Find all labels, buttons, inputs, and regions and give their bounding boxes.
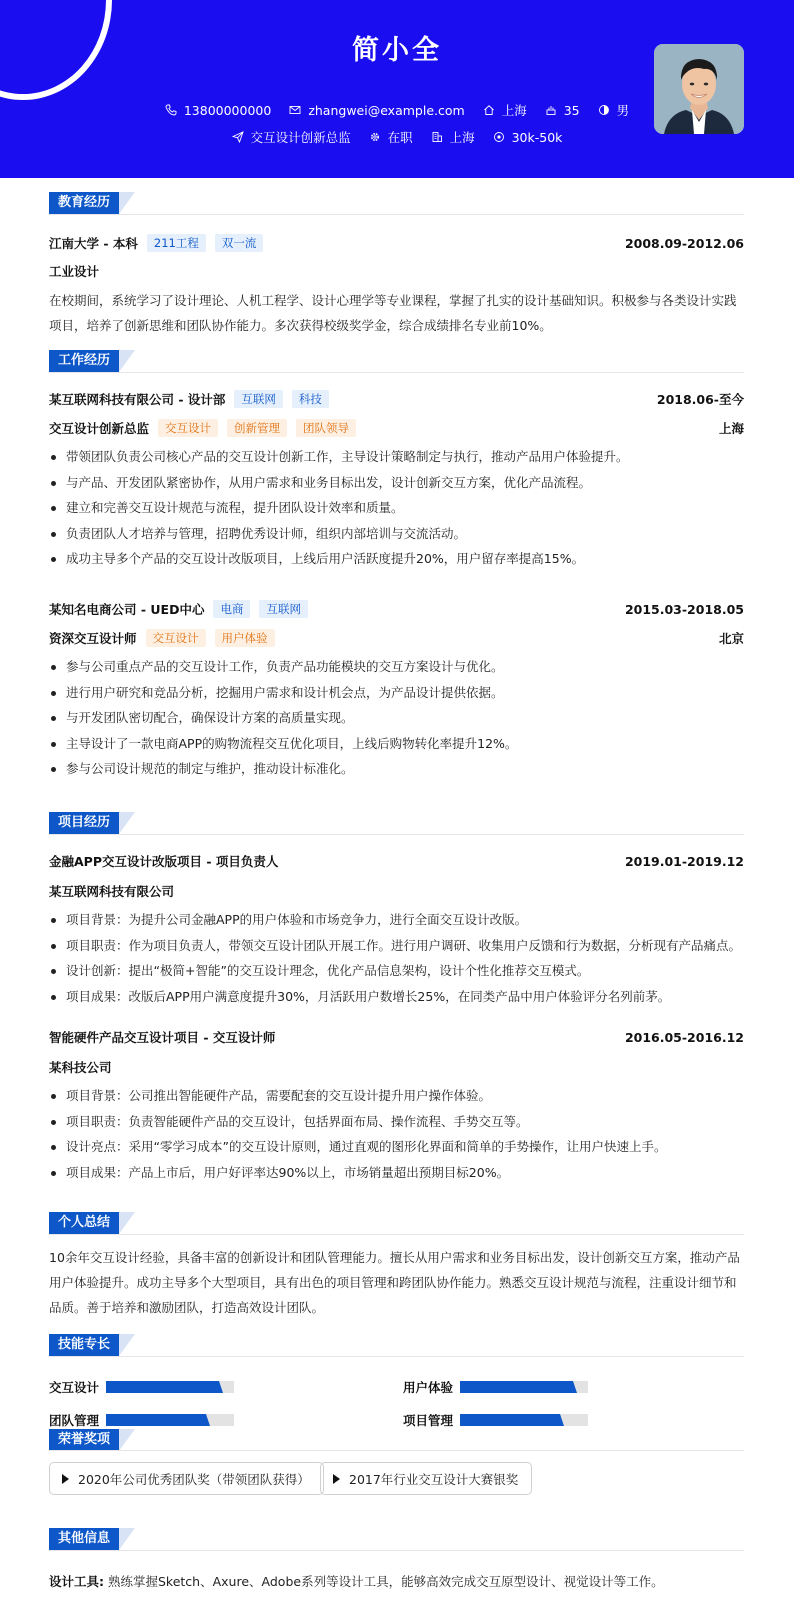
location-item bbox=[483, 101, 527, 119]
email-item bbox=[289, 103, 464, 118]
list-item: 参与公司重点产品的交互设计工作，负责产品功能模块的交互方案设计与优化。 bbox=[49, 654, 744, 680]
list-item: 建立和完善交互设计规范与流程，提升团队设计效率和质量。 bbox=[49, 495, 744, 521]
section-education bbox=[49, 192, 119, 214]
skill-bar-fill bbox=[460, 1381, 573, 1393]
project-org-row bbox=[49, 1058, 744, 1076]
work-role-row bbox=[49, 629, 744, 647]
triangle-icon bbox=[62, 1474, 69, 1484]
school-name: 江南大学 - 本科 bbox=[49, 236, 138, 251]
section-skills bbox=[49, 1334, 119, 1356]
skill-bar-fill bbox=[106, 1381, 219, 1393]
section-divider bbox=[49, 372, 744, 373]
skill-bar bbox=[460, 1381, 588, 1393]
mail-icon bbox=[289, 104, 301, 116]
list-item: 项目成果：改版后APP用户满意度提升30%，月活跃用户数增长25%，在同类产品中用户体验评分名列前茅。 bbox=[49, 984, 744, 1010]
project-org: 某科技公司 bbox=[49, 1060, 112, 1075]
list-item: 主导设计了一款电商APP的购物流程交互优化项目，上线后购物转化率提升12%。 bbox=[49, 731, 744, 757]
other-info-label: 设计工具: bbox=[49, 1574, 104, 1589]
city-item bbox=[431, 128, 475, 146]
list-item: 成功主导多个产品的交互设计改版项目，上线后用户活跃度提升20%，用户留存率提高15%。 bbox=[49, 546, 744, 572]
project-org-row bbox=[49, 882, 744, 900]
list-item: 进行用户研究和竞品分析，挖掘用户需求和设计机会点，为产品设计提供依据。 bbox=[49, 680, 744, 706]
resume-header bbox=[0, 0, 794, 178]
award-item bbox=[320, 1462, 532, 1495]
status-text: 在职 bbox=[387, 130, 413, 145]
portrait-illustration bbox=[654, 44, 744, 134]
company-name: 某知名电商公司 - UED中心 bbox=[49, 602, 205, 617]
list-item: 项目成果：产品上市后，用户好评率达90%以上，市场销量超出预期目标20%。 bbox=[49, 1160, 744, 1186]
skill-label: 交互设计 bbox=[49, 1380, 100, 1395]
work-date: 2015.03-2018.05 bbox=[624, 601, 744, 617]
skill-bar bbox=[460, 1414, 588, 1426]
role-tag: 团队领导 bbox=[296, 419, 356, 437]
avatar bbox=[654, 44, 744, 134]
school-tag: 双一流 bbox=[215, 234, 264, 252]
skill-bar-fill bbox=[460, 1414, 560, 1426]
work-bullets bbox=[49, 654, 744, 782]
skill-label: 团队管理 bbox=[49, 1413, 100, 1428]
other-info-text: 熟练掌握Sketch、Axure、Adobe系列等设计工具，能够高效完成交互原型设计、视觉设计等工作。 bbox=[107, 1574, 664, 1589]
project-title-row bbox=[49, 1028, 744, 1046]
list-item: 设计亮点：采用“零学习成本”的交互设计原则，通过直观的图形化界面和简单的手势操作，让用户快速上手。 bbox=[49, 1134, 744, 1160]
list-item: 负责团队人才培养与管理，招聘优秀设计师，组织内部培训与交流活动。 bbox=[49, 521, 744, 547]
school-tag: 211工程 bbox=[147, 234, 206, 252]
send-icon bbox=[232, 131, 244, 143]
section-awards bbox=[49, 1429, 119, 1451]
role-tag: 用户体验 bbox=[215, 629, 275, 647]
section-projects-title: 项目经历 bbox=[49, 812, 119, 834]
gender-text: 男 bbox=[616, 103, 630, 118]
section-summary-title: 个人总结 bbox=[49, 1212, 119, 1234]
other-info bbox=[49, 1569, 744, 1594]
company-tag: 互联网 bbox=[234, 390, 283, 408]
section-divider bbox=[49, 1550, 744, 1551]
company-tag: 科技 bbox=[292, 390, 329, 408]
gender-item bbox=[598, 101, 630, 119]
work-role-row bbox=[49, 419, 744, 437]
project-title: 金融APP交互设计改版项目 - 项目负责人 bbox=[49, 854, 279, 869]
section-divider bbox=[49, 1234, 744, 1235]
skill-item bbox=[403, 1378, 588, 1396]
project-title: 智能硬件产品交互设计项目 - 交互设计师 bbox=[49, 1030, 276, 1045]
section-divider bbox=[49, 1356, 744, 1357]
education-header bbox=[49, 234, 744, 252]
work-city: 北京 bbox=[718, 631, 744, 646]
skill-label: 用户体验 bbox=[403, 1380, 454, 1395]
list-item: 设计创新：提出“极简+智能”的交互设计理念，优化产品信息架构，设计个性化推荐交互模式。 bbox=[49, 958, 744, 984]
list-item: 与产品、开发团队紧密协作，从用户需求和业务目标出发，设计创新交互方案，优化产品流程。 bbox=[49, 470, 744, 496]
coin-icon bbox=[493, 131, 505, 143]
section-projects bbox=[49, 812, 119, 834]
project-date: 2016.05-2016.12 bbox=[624, 1029, 744, 1045]
project-org: 某互联网科技有限公司 bbox=[49, 884, 175, 899]
building-icon bbox=[431, 131, 443, 143]
education-description: 在校期间，系统学习了设计理论、人机工程学、设计心理学等专业课程，掌握了扎实的设计基础知识。积极参与各类设计实践项目，培养了创新思维和团队协作能力。多次获得校级奖学金，综合成绩排名专业前10%。 bbox=[49, 293, 737, 333]
status-item bbox=[369, 128, 413, 146]
home-icon bbox=[483, 104, 495, 116]
phone-text: 13800000000 bbox=[183, 102, 272, 118]
section-divider bbox=[49, 834, 744, 835]
work-company-row bbox=[49, 600, 744, 618]
list-item: 项目背景：为提升公司金融APP的用户体验和市场竞争力，进行全面交互设计改版。 bbox=[49, 907, 744, 933]
project-bullets bbox=[49, 1083, 744, 1185]
award-text: 2017年行业交互设计大赛银奖 bbox=[349, 1471, 519, 1487]
major: 工业设计 bbox=[49, 264, 100, 279]
phone-item bbox=[165, 103, 271, 118]
education-major-row bbox=[49, 262, 744, 280]
work-city: 上海 bbox=[718, 421, 744, 436]
company-tag: 互联网 bbox=[259, 600, 308, 618]
skill-item bbox=[49, 1378, 234, 1396]
role-tag: 交互设计 bbox=[146, 629, 206, 647]
work-date: 2018.06-至今 bbox=[656, 392, 744, 407]
project-bullets bbox=[49, 907, 744, 1009]
section-other bbox=[49, 1528, 119, 1550]
skill-bar-fill bbox=[106, 1414, 206, 1426]
cake-icon bbox=[545, 104, 557, 116]
project-date: 2019.01-2019.12 bbox=[624, 853, 744, 869]
company-tag: 电商 bbox=[213, 600, 250, 618]
age-text: 35 bbox=[563, 102, 580, 118]
work-company-row bbox=[49, 390, 744, 408]
list-item: 参与公司设计规范的制定与维护，推动设计标准化。 bbox=[49, 756, 744, 782]
education-date: 2008.09-2012.06 bbox=[624, 235, 744, 251]
city-text: 上海 bbox=[449, 130, 475, 145]
section-work-title: 工作经历 bbox=[49, 350, 119, 372]
project-title-row bbox=[49, 852, 744, 870]
section-awards-title: 荣誉奖项 bbox=[49, 1429, 119, 1451]
role-tag: 创新管理 bbox=[227, 419, 287, 437]
list-item: 项目职责：负责智能硬件产品的交互设计，包括界面布局、操作流程、手势交互等。 bbox=[49, 1109, 744, 1135]
company-name: 某互联网科技有限公司 - 设计部 bbox=[49, 392, 226, 407]
salary-text: 30k-50k bbox=[511, 129, 563, 145]
skill-bar bbox=[106, 1381, 234, 1393]
phone-icon bbox=[165, 104, 177, 116]
award-text: 2020年公司优秀团队奖（带领团队获得） bbox=[78, 1471, 310, 1487]
list-item: 与开发团队密切配合，确保设计方案的高质量实现。 bbox=[49, 705, 744, 731]
email-text: zhangwei@example.com bbox=[308, 102, 465, 118]
role-name: 交互设计创新总监 bbox=[49, 421, 150, 436]
location-text: 上海 bbox=[501, 103, 527, 118]
candidate-name: 简小全 bbox=[352, 35, 442, 66]
skill-bar bbox=[106, 1414, 234, 1426]
section-work bbox=[49, 350, 119, 372]
role-tag: 交互设计 bbox=[158, 419, 218, 437]
role-name: 资深交互设计师 bbox=[49, 631, 137, 646]
triangle-icon bbox=[333, 1474, 340, 1484]
gender-icon bbox=[598, 104, 610, 116]
summary-text: 10余年交互设计经验，具备丰富的创新设计和团队管理能力。擅长从用户需求和业务目标出发，设计创新交互方案，推动产品用户体验提升。成功主导多个大型项目，具有出色的项目管理和跨团队协作能力。熟悉交互设计规范与流程，注重设计细节和品质。善于培养和激励团队，打造高效设计团队。 bbox=[49, 1250, 740, 1315]
section-divider bbox=[49, 1450, 744, 1451]
section-education-title: 教育经历 bbox=[49, 192, 119, 214]
gear-icon bbox=[369, 131, 381, 143]
section-other-title: 其他信息 bbox=[49, 1528, 119, 1550]
award-item bbox=[49, 1462, 324, 1495]
skill-item bbox=[49, 1411, 234, 1429]
skill-label: 项目管理 bbox=[403, 1413, 454, 1428]
salary-item bbox=[493, 130, 563, 145]
list-item: 项目职责：作为项目负责人，带领交互设计团队开展工作。进行用户调研、收集用户反馈和行为数据，分析现有产品痛点。 bbox=[49, 933, 744, 959]
age-item bbox=[545, 103, 580, 118]
section-divider bbox=[49, 214, 744, 215]
work-bullets bbox=[49, 444, 744, 572]
section-summary bbox=[49, 1212, 119, 1234]
list-item: 项目背景：公司推出智能硬件产品，需要配套的交互设计提升用户操作体验。 bbox=[49, 1083, 744, 1109]
job-title-item bbox=[232, 128, 351, 146]
job-title-text: 交互设计创新总监 bbox=[250, 130, 351, 145]
section-skills-title: 技能专长 bbox=[49, 1334, 119, 1356]
list-item: 带领团队负责公司核心产品的交互设计创新工作，主导设计策略制定与执行，推动产品用户体验提升。 bbox=[49, 444, 744, 470]
skill-item bbox=[403, 1411, 588, 1429]
